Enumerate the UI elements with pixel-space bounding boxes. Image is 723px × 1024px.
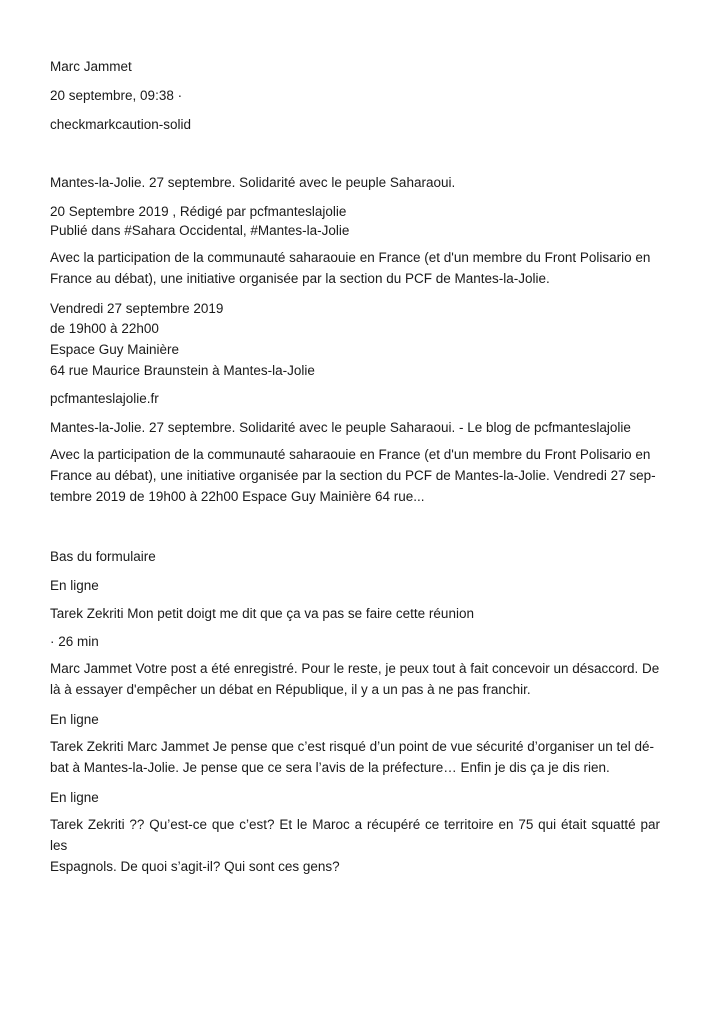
- event-date: Vendredi 27 septembre 2019: [50, 301, 224, 316]
- link-desc-line-3: tembre 2019 de 19h00 à 22h00 Espace Guy Mainière 64 rue...: [50, 489, 425, 504]
- post-title: Mantes-la-Jolie. 27 septembre. Solidarité avec le peuple Saharaoui.: [50, 175, 456, 190]
- online-status-2: En ligne: [50, 712, 99, 727]
- comment-2: [50, 658, 660, 700]
- post-intro: [50, 247, 660, 289]
- online-status-3: En ligne: [50, 790, 99, 805]
- post-date: 20 septembre, 09:38 ·: [50, 88, 183, 103]
- comment-2-line-1: Marc Jammet Votre post a été enregistré. Pour le reste, je peux tout à fait concevoir un désaccord. De: [50, 661, 660, 676]
- link-desc-line-2: France au débat), une initiative organisée par la section du PCF de Mantes-la-Jolie. Vendredi 27 sep-: [50, 468, 656, 483]
- link-domain[interactable]: pcfmanteslajolie.fr: [50, 391, 159, 406]
- post-intro-line-1: Avec la participation de la communauté saharaouie en France (et d'un membre du Front Polisario en: [50, 250, 651, 265]
- post-meta-tags: Publié dans #Sahara Occidental, #Mantes-la-Jolie: [50, 223, 350, 238]
- comment-1-text: Tarek Zekriti Mon petit doigt me dit que ça va pas se faire cette réunion: [50, 606, 474, 621]
- event-time: de 19h00 à 22h00: [50, 321, 159, 336]
- post-meta-date: 20 Septembre 2019 , Rédigé par pcfmanteslajolie: [50, 204, 347, 219]
- link-title[interactable]: Mantes-la-Jolie. 27 septembre. Solidarité avec le peuple Saharaoui. - Le blog de pcfmanteslajolie: [50, 420, 631, 435]
- post-author: Marc Jammet: [50, 59, 132, 74]
- link-description: [50, 444, 660, 507]
- link-desc-line-1: Avec la participation de la communauté saharaouie en France (et d'un membre du Front Polisario en: [50, 447, 651, 462]
- form-bottom-label: Bas du formulaire: [50, 549, 156, 564]
- comment-3-line-1: Tarek Zekriti Marc Jammet Je pense que c’est risqué d’un point de vue sécurité d’organiser un tel dé-: [50, 739, 655, 754]
- comment-2-line-2: là à essayer d'empêcher un débat en République, il y a un pas à ne pas franchir.: [50, 682, 531, 697]
- comment-4: [50, 814, 660, 877]
- online-status-1: En ligne: [50, 578, 99, 593]
- event-place: Espace Guy Mainière: [50, 342, 180, 357]
- post-intro-line-2: France au débat), une initiative organisée par la section du PCF de Mantes-la-Jolie.: [50, 271, 550, 286]
- comment-3-line-2: bat à Mantes-la-Jolie. Je pense que ce sera l’avis de la préfecture… Enfin je dis ça je dis rien.: [50, 760, 610, 775]
- comment-3: [50, 736, 660, 778]
- comment-4-line-1: Tarek Zekriti ?? Qu’est-ce que c’est? Et le Maroc a récupéré ce territoire en 75 qui était squatté par les: [50, 817, 660, 853]
- comment-4-line-2: Espagnols. De quoi s’agit-il? Qui sont ces gens?: [50, 859, 340, 874]
- event-address: 64 rue Maurice Braunstein à Mantes-la-Jolie: [50, 363, 315, 378]
- icons-text: checkmarkcaution-solid: [50, 117, 192, 132]
- comment-1-time: · 26 min: [50, 634, 99, 649]
